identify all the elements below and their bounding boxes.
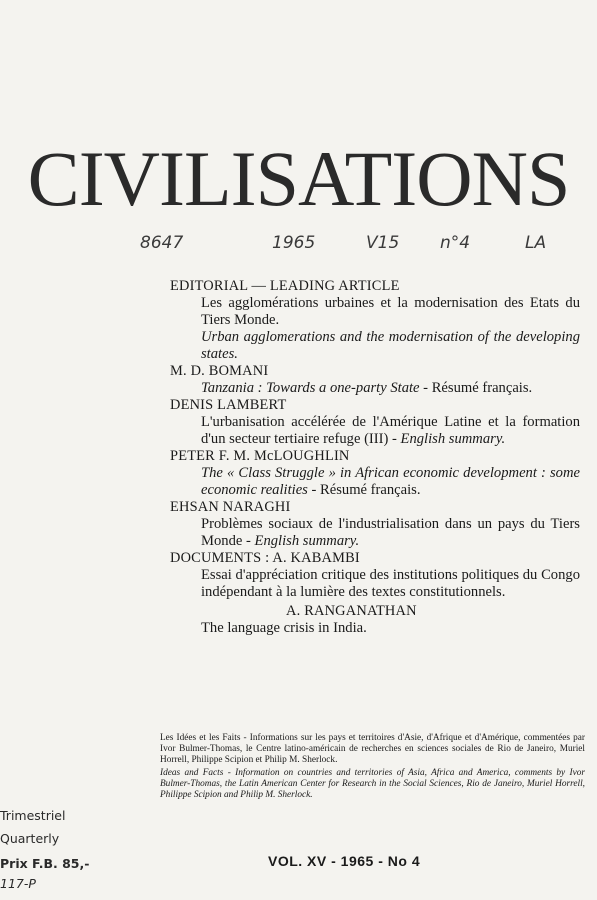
separator: -	[388, 431, 401, 447]
separator: -	[242, 533, 255, 549]
table-of-contents	[170, 278, 580, 637]
handwritten-note-1: 8647	[140, 233, 184, 253]
article-title: The language crisis in India.	[201, 620, 367, 636]
handwritten-note-5: LA	[525, 233, 547, 253]
note-french: Les Idées et les Faits - Informations sur les pays et territoires d'Asie, d'Afrique et d'Amérique, commentées par Ivor Bulmer-Thomas, le Centre latino-américain de recherches en sciences sociales de Rio de Janeiro, Muriel Horrell, Philippe Scipion et Philip M. Sherlock.	[160, 733, 585, 765]
note-english: Ideas and Facts - Information on countries and territories of Asia, Africa and America, comments by Ivor Bulmer-Thomas, the Latin American Center for Research in the Social Sciences, Rio de Janeiro, Muriel Horrell, Philippe Scipion and Philip M. Sherlock.	[160, 768, 585, 800]
frequency-french: Trimestriel	[0, 808, 66, 823]
article-author: EHSAN NARAGHI	[170, 499, 291, 515]
editorial-heading: EDITORIAL — LEADING ARTICLE	[170, 278, 400, 294]
article-title: The « Class Struggle » in African economic development : some economic realities	[201, 465, 580, 498]
handwritten-note-2: 1965	[272, 233, 316, 253]
frequency-english: Quarterly	[0, 831, 60, 846]
summary-note: English summary.	[254, 533, 360, 549]
article-title: Essai d'appréciation critique des institutions politiques du Congo indépendant à la lumière des textes constitutionnels.	[201, 567, 580, 600]
editorial-title-fr: Les agglomérations urbaines et la modernisation des Etats du Tiers Monde.	[201, 295, 580, 328]
summary-note: English summary.	[400, 431, 506, 447]
volume-info: VOL. XV - 1965 - No 4	[268, 853, 421, 869]
article-author: DOCUMENTS : A. KABAMBI	[170, 550, 360, 566]
article-author: PETER F. M. McLOUGHLIN	[170, 448, 350, 464]
article-author: DENIS LAMBERT	[170, 397, 287, 413]
editorial-title-en: Urban agglomerations and the modernisation of the developing states.	[201, 329, 580, 362]
article-title: Problèmes sociaux de l'industrialisation dans un pays du Tiers Monde	[201, 516, 580, 549]
price-label: Prix F.B. 85,-	[0, 856, 90, 871]
journal-title: CIVILISATIONS	[27, 135, 570, 222]
handwritten-note-3: V15	[366, 233, 400, 253]
article-title: L'urbanisation accélérée de l'Amérique Latine et la formation d'un secteur tertiaire refuge (III)	[201, 414, 580, 447]
article-entry	[201, 414, 580, 448]
ideas-and-facts-note	[160, 733, 585, 803]
article-entry	[201, 380, 580, 397]
summary-note: - Résumé français.	[419, 380, 533, 396]
article-entry	[201, 465, 580, 499]
summary-note: - Résumé français.	[307, 482, 421, 498]
article-entry	[201, 516, 580, 550]
article-author: A. RANGANATHAN	[286, 603, 417, 619]
handwritten-note-4: n°4	[440, 233, 471, 253]
article-author: M. D. BOMANI	[170, 363, 269, 379]
handwritten-stamp: 117-P	[0, 876, 36, 891]
article-title: Tanzania : Towards a one-party State	[201, 380, 420, 396]
